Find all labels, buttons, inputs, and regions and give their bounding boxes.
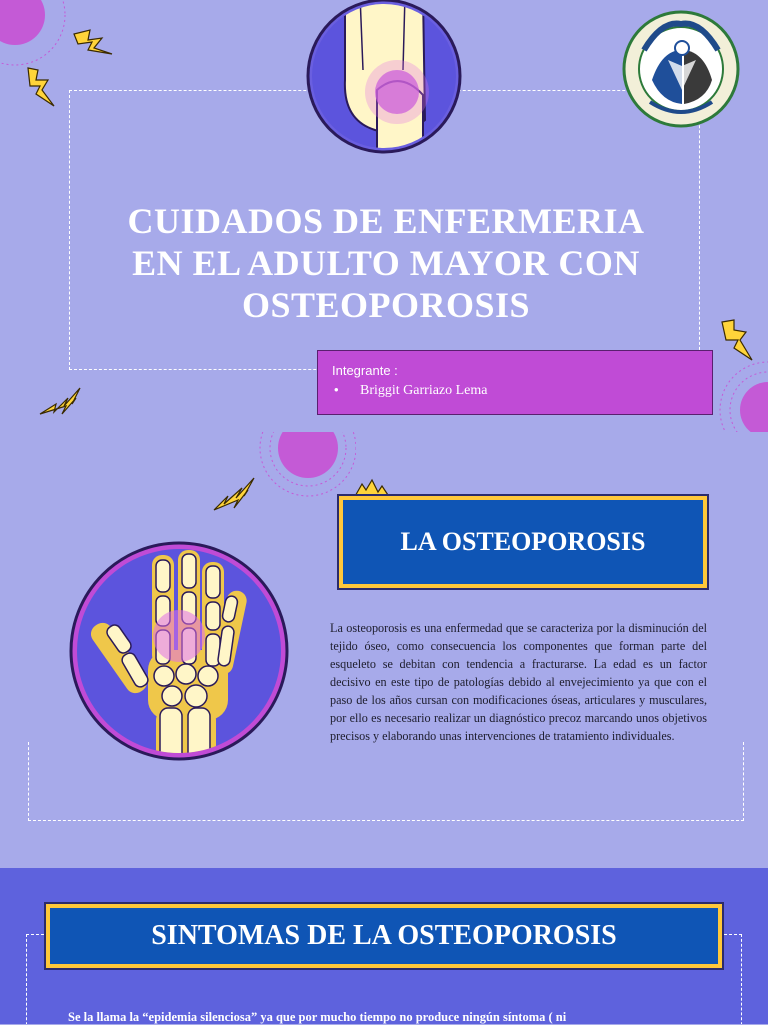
member-name: Briggit Garriazo Lema (360, 383, 488, 398)
member-label: Integrante : (332, 363, 398, 378)
page-title (80, 200, 692, 326)
member-box (317, 350, 713, 415)
lightning-icon (24, 66, 60, 110)
title-line: CUIDADOS DE ENFERMERIA (127, 201, 645, 241)
nursing-school-logo (622, 10, 740, 128)
section-heading (339, 496, 707, 588)
heading-text: LA OSTEOPOROSIS (400, 527, 646, 556)
hand-bones-illustration (68, 540, 290, 762)
title-line: EN EL ADULTO MAYOR CON (132, 243, 640, 283)
decorative-circle (256, 432, 356, 506)
bullet: • (334, 382, 339, 397)
section-heading (46, 904, 722, 968)
symptoms-intro-text: Se la llama la “epidemia silenciosa” ya que por mucho tiempo no produce ningún síntoma ( ni (68, 1010, 567, 1024)
decorative-circle (700, 360, 768, 432)
heading-text: SINTOMAS DE LA OSTEOPOROSIS (151, 920, 617, 951)
slide-symptoms (0, 868, 768, 1024)
lightning-icon (212, 476, 256, 514)
lightning-icon (72, 28, 116, 64)
knee-joint-illustration (305, 0, 463, 155)
slide-osteoporosis (0, 432, 768, 868)
lightning-icon (720, 318, 756, 364)
lightning-icon (38, 384, 84, 420)
slide-title (0, 0, 768, 432)
title-line: OSTEOPOROSIS (241, 285, 531, 325)
description-paragraph: La osteoporosis es una enfermedad que se caracteriza por la disminución del tejido óseo, como consecuencia los componentes que forman parte del esqueleto se debitan con tendencia a fracturarse. La edad es un factor decisivo en este tipo de patologías debido al envejecimiento ya que con el paso de los años cursan con modificaciones óseas, articulares y musculares, por ello es necesario realizar un diagnóstico precoz marcando unos objetivos precisos y elaborando unas intervenciones de tratamiento individuales. (330, 621, 707, 743)
